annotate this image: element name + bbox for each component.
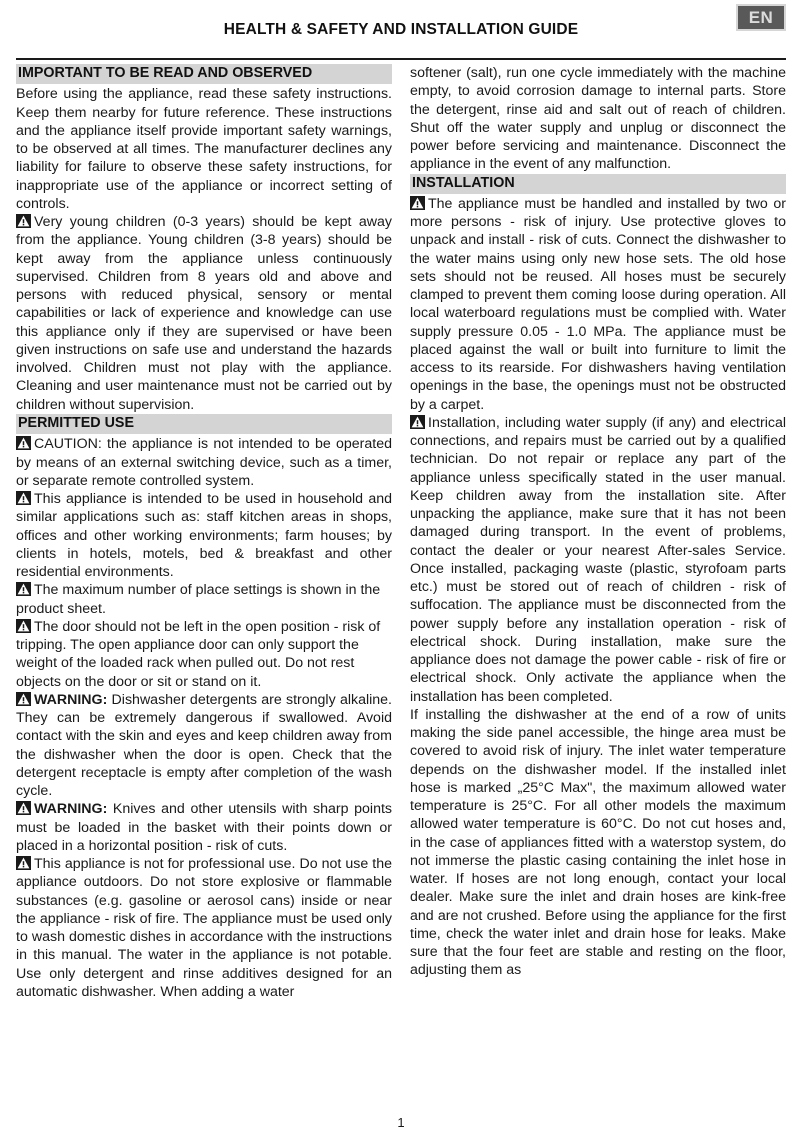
warning-triangle-icon	[16, 692, 31, 706]
paragraph-lead-warning: WARNING:	[34, 691, 108, 708]
warning-triangle-icon	[16, 491, 31, 505]
paragraph-intro	[16, 85, 392, 213]
header-divider	[16, 58, 786, 60]
paragraph-text: This appliance is intended to be used in household and similar applications such as: staff kitchen areas in shops, offices and other working environments; farm houses; by clients in hotels, motels, bed & breakfast and other residential environments.	[16, 491, 392, 581]
warning-triangle-icon	[16, 582, 31, 596]
paragraph-qualified-technician	[410, 414, 786, 706]
paragraph-text: Knives and other utensils with sharp points must be loaded in the basket with their points down or placed in a horizontal position - risk of cuts.	[16, 801, 392, 854]
warning-triangle-icon	[410, 415, 425, 429]
section-heading-important: IMPORTANT TO BE READ AND OBSERVED	[16, 64, 392, 84]
paragraph-text: The door should not be left in the open position - risk of tripping. The open appliance door can only support the weight of the loaded rack when pulled out. Do not rest objects on the door or sit or stand on it.	[16, 618, 381, 690]
paragraph-handling-installation	[410, 195, 786, 414]
paragraph-text: If installing the dishwasher at the end of a row of units making the side panel accessible, the hinge area must be covered to avoid risk of injury. The inlet water temperature depends on the dishwasher model. If the installed inlet hose is marked „25°C Max", the maximum allowed water temperature is 25°C. For all other models the maximum allowed water temperature is 60°C. Do not cut hoses and, in the case of appliances fitted with a waterstop system, do not immerse the plastic casing containing the inlet hose in water. If hoses are not long enough, contact your local dealer. Make sure the inlet and drain hoses are kink-free and are not crushed. Before using the appliance for the first time, check the water inlet and drain hose for leaks. Make sure that the four feet are stable and resting on the floor, adjusting them as	[410, 706, 786, 979]
two-column-body	[16, 64, 786, 1001]
page-number: 1	[397, 1115, 405, 1130]
warning-triangle-icon	[16, 856, 31, 870]
paragraph-warning-knives	[16, 800, 392, 855]
paragraph-text: Dishwasher detergents are strongly alkaline. They can be extremely dangerous if swallowed. Avoid contact with the skin and eyes and keep children away from the dishwasher when the door is open. Check that the detergent receptacle is empty after completion of the wash cycle.	[16, 691, 392, 800]
warning-triangle-icon	[16, 436, 31, 450]
paragraph-text: softener (salt), run one cycle immediately with the machine empty, to avoid corrosion damage to internal parts. Store the detergent, rinse aid and salt out of reach of children. Shut off the water supply and unplug or disconnect the power before servicing and maintenance. Disconnect the appliance in the event of any malfunction.	[410, 65, 786, 173]
section-heading-installation: INSTALLATION	[410, 174, 786, 194]
paragraph-text: This appliance is not for professional use. Do not use the appliance outdoors. Do not store explosive or flammable substances (e.g. gasoline or aerosol cans) inside or near the appliance - risk of fire. The appliance must be used only to wash domestic dishes in accordance with the instructions in this manual. The water in the appliance is not potable. Use only detergent and rinse additives designed for an automatic dishwasher. When adding a water	[16, 856, 392, 1000]
right-column	[410, 64, 786, 1001]
paragraph-text: Before using the appliance, read these safety instructions. Keep them nearby for future reference. These instructions and the appliance itself provide important safety warnings, to be observed at all times. The manufacturer declines any liability for failure to observe these safety instructions, for inappropriate use of the appliance or incorrect setting of controls.	[16, 86, 392, 212]
paragraph-lead-warning: WARNING:	[34, 801, 108, 818]
warning-triangle-icon	[16, 214, 31, 228]
paragraph-text: CAUTION: the appliance is not intended to be operated by means of an external switching device, such as a timer, or separate remote controlled system.	[16, 436, 392, 489]
paragraph-end-of-row-installation	[410, 706, 786, 980]
paragraph-text: The maximum number of place settings is shown in the product sheet.	[16, 582, 381, 617]
language-badge	[736, 4, 786, 31]
section-heading-permitted-use: PERMITTED USE	[16, 414, 392, 434]
language-badge-label: EN	[748, 8, 774, 27]
paragraph-continuation-water-softener	[410, 64, 786, 174]
paragraph-text: The appliance must be handled and installed by two or more persons - risk of injury. Use protective gloves to unpack and install - risk of cuts. Connect the dishwasher to the water mains using only new hose sets. The old hose sets should not be reused. All hoses must be securely clamped to prevent them coming loose during operation. All local waterboard regulations must be complied with. Water supply pressure 0.05 - 1.0 MPa. The appliance must be placed against the wall or built into furniture to limit the access to its rearside. For dishwashers having ventilation openings in the base, the openings must not be obstructed by a carpet.	[410, 195, 786, 413]
warning-triangle-icon	[16, 801, 31, 815]
warning-triangle-icon	[410, 196, 425, 210]
paragraph-warning-detergents	[16, 691, 392, 801]
paragraph-children-safety	[16, 213, 392, 414]
paragraph-door-position	[16, 618, 392, 691]
paragraph-household-use	[16, 490, 392, 581]
document-header	[16, 0, 786, 50]
paragraph-non-professional-use	[16, 855, 392, 1001]
paragraph-caution-switching-device	[16, 435, 392, 490]
warning-triangle-icon	[16, 619, 31, 633]
left-column	[16, 64, 392, 1001]
paragraph-text: Installation, including water supply (if any) and electrical connections, and repairs must be carried out by a qualified technician. Do not repair or replace any part of the appliance unless specifically stated in the user manual. Keep children away from the installation site. After unpacking the appliance, make sure that it has not been damaged during transport. In the event of problems, contact the dealer or your nearest After-sales Service. Once installed, packaging waste (plastic, styrofoam parts etc.) must be stored out of reach of children - risk of suffocation. The appliance must be disconnected from the power supply before any installation operation - risk of electrical shock. During installation, make sure the appliance does not damage the power cable - risk of fire or electrical shock. Only activate the appliance when the installation has been completed.	[410, 414, 786, 705]
page-title: HEALTH & SAFETY AND INSTALLATION GUIDE	[223, 21, 579, 38]
paragraph-text: Very young children (0-3 years) should be kept away from the appliance. Young children (3-8 years) should be kept away from the appliance unless continuously supervised. Children from 8 years old and above and persons with reduced physical, sensory or mental capabilities or lack of experience and knowledge can use this appliance only if they are supervised or have been given instructions on safe use and understand the hazards involved. Children must not play with the appliance. Cleaning and user maintenance must not be carried out by children without supervision.	[16, 214, 392, 413]
paragraph-place-settings	[16, 581, 392, 618]
